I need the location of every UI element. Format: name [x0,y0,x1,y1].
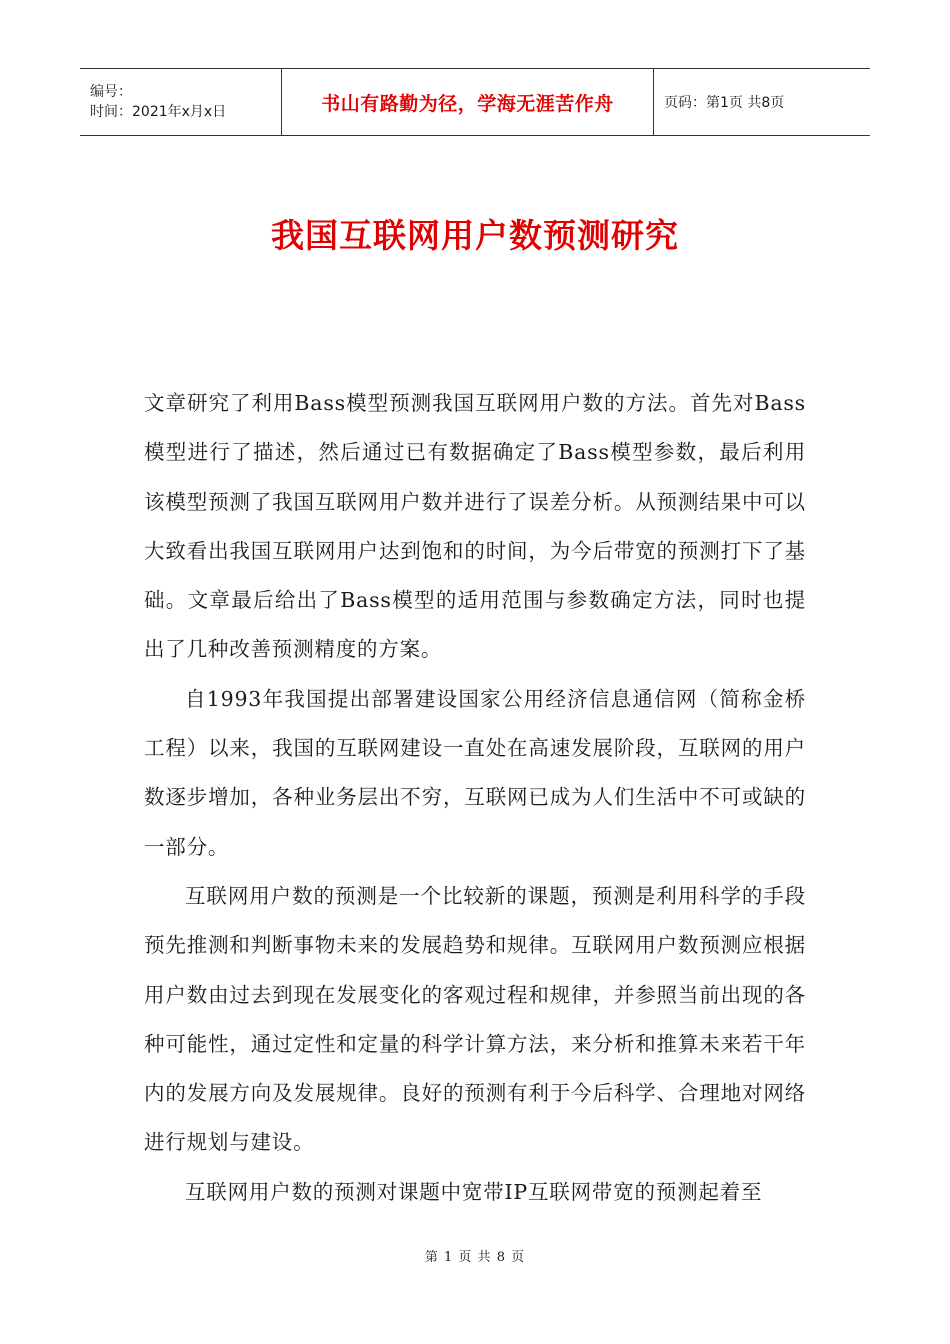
paragraph-forecast-significance: 互联网用户数的预测对课题中宽带IP互联网带宽的预测起着至 [185,1179,763,1204]
header-meta [80,69,282,135]
document-title: 我国互联网用户数预测研究 [271,216,679,255]
header-page-code [654,69,870,135]
header-motto [282,69,654,135]
page-header [80,68,870,136]
paragraph-forecast-definition: 互联网用户数的预测是一个比较新的课题，预测是利用科学的手段预先推测和判断事物未来的发展趋势和规律。互联网用户数预测应根据用户数由过去到现在发展变化的客观过程和规律，并参照当前出现的各种可能性，通过定性和定量的科学计算方法，来分析和推算未来若干年内的发展方向及发展规律。良好的预测有利于今后科学、合理地对网络进行规划与建设。 [144,883,806,1155]
motto-text: 书山有路勤为径，学海无涯苦作舟 [321,92,614,115]
paragraph-background: 自1993年我国提出部署建设国家公用经济信息通信网（简称金桥工程）以来，我国的互联网建设一直处在高速发展阶段，互联网的用户数逐步增加，各种业务层出不穷，互联网已成为人们生活中不可或缺的一部分。 [144,686,806,859]
page-code-text: 页码：第1页 共8页 [664,95,785,111]
page-footer: 第 1 页 共 8 页 [424,1250,526,1265]
number-label: 编号： [90,84,132,100]
document-body [144,379,806,1217]
time-label: 时间：2021年x月x日 [90,104,227,120]
paragraph-abstract: 文章研究了利用Bass模型预测我国互联网用户数的方法。首先对Bass模型进行了描述，然后通过已有数据确定了Bass模型参数，最后利用该模型预测了我国互联网用户数并进行了误差分析。从预测结果中可以大致看出我国互联网用户达到饱和的时间，为今后带宽的预测打下了基础。文章最后给出了Bass模型的适用范围与参数确定方法，同时也提出了几种改善预测精度的方案。 [144,391,806,662]
